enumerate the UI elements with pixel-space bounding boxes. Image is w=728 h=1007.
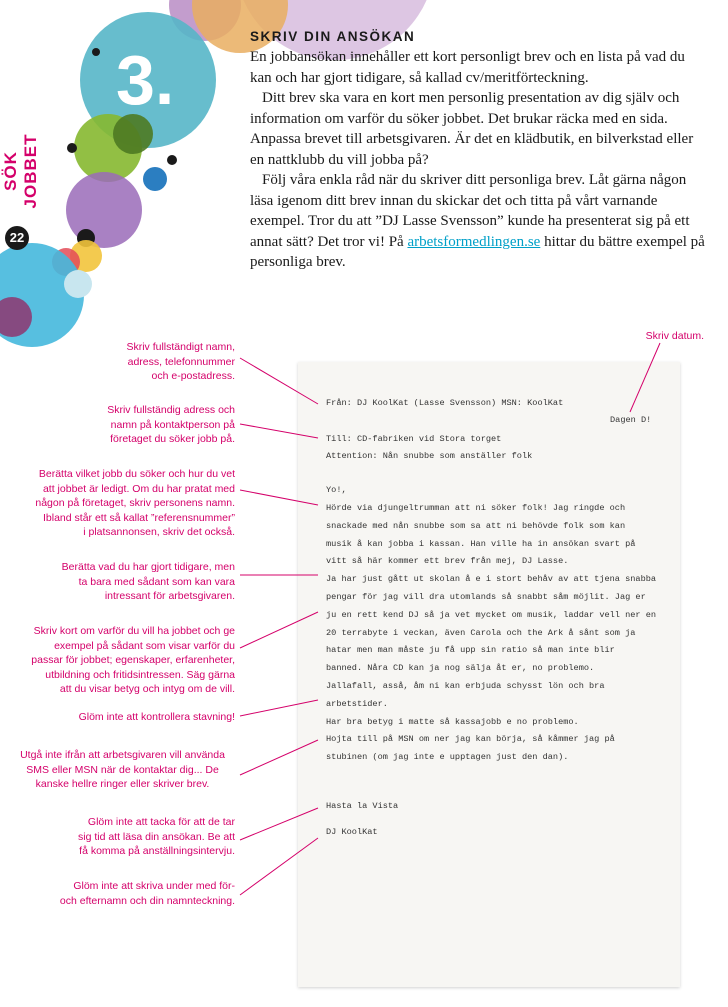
note-line: Skriv fullständig adress och — [107, 404, 235, 416]
note-line: SMS eller MSN när de kontaktar dig... De — [26, 763, 219, 776]
intro-paragraph-3-end: hittar du bättre exempel på personliga brev. — [250, 233, 705, 270]
note-line: Skriv fullständigt namn, — [126, 341, 235, 353]
letter-body-line: 20 terrabyte i veckan, även Carola och the Ark å sånt som ja — [326, 627, 636, 638]
pale-circle — [64, 270, 92, 298]
black-dot-1 — [92, 48, 100, 56]
note-line: Ibland står ett så kallat ”referensnummer” — [43, 511, 235, 524]
note-spelling — [40, 710, 235, 725]
note-line: intressant för arbetsgivaren. — [104, 590, 235, 602]
letter-body-line: hatar men man måste ju få upp sin ratio så man inte blir — [326, 645, 615, 656]
letter-body-line: Har bra betyg i matte så kassajobb e no problemo. — [326, 716, 579, 727]
note-job-info — [20, 467, 235, 540]
letter-body-line: ju en rett kend DJ så ja vet mycket om musik, laddar vell ner en — [326, 609, 657, 620]
letter-closing: Hasta la Vista — [326, 801, 399, 811]
note-line: kanske hellre ringer eller skriver brev. — [35, 778, 210, 790]
letter-body-line: Hörde via djungeltrumman att ni söker folk! Jag ringde och — [326, 503, 626, 513]
note-line: någon på företaget, skriv personens namn. — [35, 497, 235, 509]
note-experience — [40, 560, 235, 604]
note-line: namn på kontaktperson på — [110, 418, 235, 431]
intro-paragraph-3-text: Följ våra enkla råd när du skriver ditt personliga brev. Låt gärna någon läsa igenom ditt brev innan du skickar det och titta på vårt varnande exempel. Tror du att ”DJ Lasse Svensson” kunde ha presenterat sig på ett annat sätt? Det tror vi! På — [250, 172, 690, 250]
note-line: passar för jobbet; egenskaper, erfarenheter, — [31, 654, 235, 666]
letter-signature: DJ KoolKat — [326, 827, 378, 837]
letter-body-line: pengar för jag vill dra utomlands så snabbt såm möjlit. Jag er — [326, 592, 646, 602]
section-label — [0, 112, 40, 232]
letter-attention: Attention: Nån snubbe som anställer folk — [326, 451, 533, 461]
letter-body-line: banned. Nåra CD kan ja nog sälja åt er, no problemo. — [326, 663, 595, 674]
letter-date: Dagen D! — [610, 415, 652, 425]
letter-greeting: Yo!, — [326, 485, 347, 495]
note-signature — [50, 879, 235, 908]
note-line: sig tid att läsa din ansökan. Be att — [77, 830, 235, 843]
letter-body-line: Jallafall, asså, åm ni kan erbjuda schysst lön och bra — [326, 681, 605, 691]
note-contact — [10, 748, 235, 792]
note-name-address — [80, 340, 235, 384]
letter-from: Från: DJ KoolKat (Lasse Svensson) MSN: KoolKat — [326, 398, 564, 408]
note-motivation — [14, 624, 235, 697]
note-line: Glöm inte att skriva under med för- — [73, 880, 235, 892]
page-number: 22 — [5, 226, 29, 250]
note-line: få komma på anställningsintervju. — [79, 845, 235, 857]
note-line: Utgå inte ifrån att arbetsgivaren vill använda — [20, 749, 225, 761]
note-line: exempel på sådant som visar varför du — [54, 639, 235, 652]
section-label-text: SÖK JOBBET — [1, 133, 40, 209]
note-line: företaget du söker jobb på. — [110, 433, 235, 445]
letter-body-line: snackade med nån snubbe som sa att ni behövde folk som kan — [326, 520, 626, 531]
note-line: utbildning och fritidsintressen. Säg gärna — [45, 668, 235, 681]
note-line: att du visar betyg och intyg om de vill. — [59, 683, 235, 695]
olive-circle — [113, 114, 153, 154]
black-dot-2 — [167, 155, 177, 165]
letter-body-line: Ja har just gått ut skolan å e i stort behåv av att tjena snabba — [326, 574, 657, 585]
intro-text — [250, 28, 708, 273]
note-line: Skriv kort om varför du vill ha jobbet och ge — [33, 625, 235, 637]
note-line: i platsannonsen, skriv det också. — [83, 526, 235, 538]
note-date: Skriv datum. — [645, 330, 704, 342]
intro-paragraph-1: En jobbansökan innehåller ett kort personligt brev och en lista på vad du kan och har gjort tidigare, så kallad cv/meritförteckning. — [250, 49, 685, 86]
note-line: och e-postadress. — [151, 370, 235, 382]
note-line: Berätta vad du har gjort tidigare, men — [61, 561, 235, 573]
note-line: att jobbet är ledigt. Om du har pratat med — [42, 482, 235, 495]
letter-body-line: arbetstider. — [326, 698, 388, 709]
example-letter — [298, 362, 680, 987]
blue-circle-small — [143, 167, 167, 191]
letter-body-line: vitt så här kommer ett brev från mej, DJ Lasse. — [326, 556, 569, 567]
step-number: 3. — [116, 41, 175, 119]
letter-body-line: Hojta till på MSN om ner jag kan börja, så kåmmer jag på — [326, 734, 615, 745]
note-thanks — [60, 815, 235, 859]
note-line: Berätta vilket jobb du söker och hur du vet — [38, 468, 235, 480]
note-line: ta bara med sådant som kan vara — [78, 575, 235, 588]
note-line: Glöm inte att kontrollera stavning! — [78, 711, 235, 723]
black-dot-3 — [67, 143, 77, 153]
section-heading: SKRIV DIN ANSÖKAN — [250, 29, 416, 44]
intro-paragraph-2: Ditt brev ska vara en kort men personlig presentation av dig själv och information om varför du söker jobbet. Det brukar räcka med en sida. Anpassa brevet till arbetsgivaren. Är det en klädbutik, en bilverkstad eller en nattklubb du vill jobba på? — [250, 90, 694, 168]
letter-body-line: stubinen (om jag inte e upptagen just den dan). — [326, 752, 569, 763]
note-line: adress, telefonnummer — [127, 355, 235, 368]
intro-paragraph-3 — [250, 170, 708, 273]
note-line: och efternamn och din namnteckning. — [59, 894, 235, 907]
letter-to: Till: CD-fabriken vid Stora torget — [326, 434, 502, 444]
letter-body-line: musik å kan jobba i kassan. Han ville ha in ansökan svart på — [326, 538, 636, 549]
note-company-address — [70, 403, 235, 447]
note-line: Glöm inte att tacka för att de tar — [87, 816, 235, 828]
arbetsformedlingen-link[interactable]: arbetsformedlingen.se — [407, 233, 541, 250]
